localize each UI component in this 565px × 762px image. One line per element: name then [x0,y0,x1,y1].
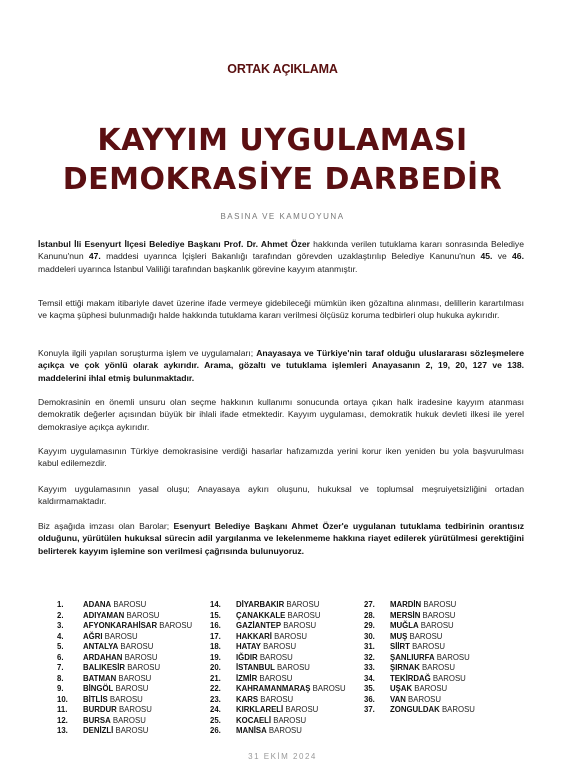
bar-list-item [57,684,192,695]
p3-bold-1: Anayasaya ve Türkiye'nin taraf olduğu uluslararası sözleşmelere açıkça ve çok yönlü olarak aykırıdır. Arama, gözaltı ve tutuklama işlemleri Anayasanın 2, 19, 20, 127 ve 138. maddelerini ihlal etmiş bulunmaktadır. [38,348,524,383]
bar-list-item [210,653,346,664]
bar-number: 16. [210,621,221,630]
bar-suffix: BAROSU [281,621,317,630]
bar-list-item [57,705,192,716]
bar-suffix: BAROSU [258,694,294,704]
bar-city: ŞIRNAK [390,663,420,672]
p1-text-3: ve [492,251,513,262]
bar-number: 8. [57,673,64,683]
bar-list-item [57,674,192,685]
bar-suffix: BAROSU [405,694,441,704]
bar-city: ADANA [83,600,112,609]
bar-city: BİTLİS [83,694,108,704]
bar-suffix: BAROSU [260,642,297,651]
bar-number: 15. [210,610,221,620]
bar-list-item [57,621,192,632]
bar-suffix: BAROSU [116,705,152,714]
bar-list-item [364,600,475,611]
bar-list-item [57,663,192,674]
bar-number: 10. [57,694,68,704]
bar-number: 28. [364,610,375,620]
bar-list-item [364,663,475,674]
bar-list-item [210,695,346,706]
paragraph-4: Demokrasinin en önemli unsuru olan seçme hakkının kullanımı sonucunda ortaya çıkan halk iradesine kayyım atanması demokratik değerler açısından büyük bir ihlali ifade etmektedir. Kayyım uygulaması, demokratik hukuk devleti ilkesi ile yerel demokrasiye açıkça aykırıdır. [38,397,524,432]
bar-city: IĞDIR [236,652,258,662]
bar-city: ANTALYA [83,642,119,651]
bar-list-item [364,621,475,632]
bar-city: HATAY [236,642,261,651]
bar-suffix: BAROSU [122,652,158,662]
bar-suffix: BAROSU [257,673,293,683]
bar-city: İSTANBUL [236,663,275,672]
bar-list-item [57,611,192,622]
p1-text-2: maddesi uyarınca İçişleri Bakanlığı tarafından görevden uzaklaştırılıp Belediye Kanunu'nun [100,251,481,262]
p7-bold-1: Esenyurt Belediye Başkanı Ahmet Özer'e uygulanan tutuklama tedbirinin orantısız olduğunu, yürütülen hukuksal sürecin adil yargılanma ve lekelenmeme hakkına riayet edilerek yürütülmesi gerektiğini belirterek kayyım işlemine son verilmesi çağrısında bulunuyoruz. [38,521,524,556]
bar-suffix: BAROSU [420,610,456,620]
bar-city: DİYARBAKIR [236,600,285,609]
bar-suffix: BAROSU [116,673,152,683]
document-heading: ORTAK AÇIKLAMA [227,62,338,76]
bar-number: 12. [57,715,68,725]
bar-number: 17. [210,631,221,641]
bar-city: UŞAK [390,684,413,693]
bar-number: 31. [364,642,375,651]
bar-city: DENİZLİ [83,726,114,735]
bar-suffix: BAROSU [439,705,475,714]
paragraph-2: Temsil ettiği makam itibariyle davet üzerine ifade vermeye gidebileceği mümkün iken gözaltına alınması, delillerin karartılması ve kaçma şüphesi bulunmadığı halde hakkında tutuklama kararı verilmesi ölçüsüz koruma tedbirleri olup hukuka aykırıdır. [38,298,524,321]
bar-city: MUĞLA [390,621,419,630]
bar-city: KARS [236,694,259,704]
bar-list-column-1 [57,600,192,737]
bar-list-item [210,611,346,622]
statement-date: 31 EKİM 2024 [248,752,317,761]
bar-city: MUŞ [390,631,408,641]
p1-bold-4: 46. [512,251,524,262]
bar-number: 35. [364,684,375,693]
bar-suffix: BAROSU [157,621,193,630]
p7-text-1: Biz aşağıda imzası olan Barolar; [38,521,174,531]
bar-city: BATMAN [83,673,117,683]
bar-suffix: BAROSU [434,652,470,662]
bar-city: ŞANLIURFA [390,652,435,662]
bar-list-item [57,716,192,727]
bar-number: 26. [210,726,221,735]
bar-list-item [364,642,475,653]
bar-list-item [364,653,475,664]
bar-city: KAHRAMANMARAŞ [236,684,311,693]
bar-number: 20. [210,663,221,672]
bar-city: ZONGULDAK [390,705,440,714]
bar-city: BURDUR [83,705,117,714]
bar-list-item [210,621,346,632]
bar-number: 37. [364,705,375,714]
title-line-2: DEMOKRASİYE DARBEDİR [62,162,503,197]
bar-list-item [364,705,475,716]
bar-city: İZMİR [236,673,258,683]
bar-city: MARDİN [390,600,422,609]
bar-list-item [364,611,475,622]
bar-number: 24. [210,705,221,714]
bar-suffix: BAROSU [271,631,308,641]
bar-list-item [57,600,192,611]
bar-list-item [210,684,346,695]
bar-suffix: BAROSU [118,642,154,651]
bar-city: AFYONKARAHİSAR [83,621,158,630]
subtitle: BASINA VE KAMUOYUNA [220,212,345,221]
bar-number: 18. [210,642,221,651]
bar-suffix: BAROSU [430,673,466,683]
bar-list-item [364,632,475,643]
bar-number: 27. [364,600,375,609]
bar-city: ADIYAMAN [83,610,125,620]
bar-number: 11. [57,705,68,714]
bar-city: KOCAELİ [236,715,272,725]
bar-city: BURSA [83,715,111,725]
bar-suffix: BAROSU [125,663,161,672]
bar-list-item [364,674,475,685]
bar-number: 22. [210,684,221,693]
bar-list-item [210,674,346,685]
bar-city: SİİRT [390,642,410,651]
title-line-1: KAYYIM UYGULAMASI [97,123,468,158]
bar-number: 2. [57,610,64,620]
p3-text-1: Konuyla ilgili yapılan soruşturma işlem ve uygulamaları; [38,348,257,358]
bar-number: 21. [210,673,221,683]
bar-number: 33. [364,663,375,672]
bar-number: 25. [210,715,221,725]
bar-suffix: BAROSU [266,726,302,735]
bar-number: 30. [364,631,375,641]
bar-suffix: BAROSU [418,621,454,630]
p1-bold-2: 47. [88,251,101,262]
bar-number: 4. [57,631,64,641]
bar-list-item [57,653,192,664]
bar-city: ÇANAKKALE [236,610,286,620]
bar-list-item [364,684,475,695]
p1-text-4: maddeleri uyarınca İstanbul Valiliği tarafından başkanlık görevine kayyım atanmıştır. [38,263,358,274]
bar-number: 23. [210,694,221,704]
bar-number: 9. [57,684,64,693]
bar-list-item [210,642,346,653]
bar-number: 7. [57,663,64,672]
bar-city: MERSİN [390,610,421,620]
bar-suffix: BAROSU [110,715,146,725]
bar-list-item [210,663,346,674]
paragraph-6: Kayyım uygulamasının yasal oluşu; Anayasaya aykırı oluşunu, hukuksal ve toplumsal meşruiyetsizliğini ortadan kaldırmamaktadır. [38,484,524,507]
bar-suffix: BAROSU [412,684,448,693]
bar-number: 6. [57,652,64,662]
bar-list-item [210,726,346,737]
bar-number: 36. [364,694,375,704]
bar-suffix: BAROSU [102,631,138,641]
bar-list-item [364,695,475,706]
bar-city: VAN [390,694,406,704]
bar-list-item [57,695,192,706]
bar-city: TEKİRDAĞ [390,673,431,683]
bar-list-item [210,705,346,716]
bar-list-item [57,632,192,643]
bar-suffix: BAROSU [419,663,455,672]
bar-suffix: BAROSU [107,694,143,704]
bar-number: 5. [57,642,64,651]
bar-number: 1. [57,600,64,609]
bar-suffix: BAROSU [124,610,160,620]
p1-text-1: hakkında verilen tutuklama kararı sonrasında Belediye Kanunu'nun [38,239,525,262]
bar-suffix: BAROSU [284,600,320,609]
bar-number: 32. [364,652,375,662]
bar-list-item [210,716,346,727]
bar-list-column-3 [364,600,475,716]
bar-city: MANİSA [236,726,267,735]
bar-suffix: BAROSU [409,642,446,651]
bar-suffix: BAROSU [407,631,443,641]
bar-number: 34. [364,673,375,683]
p1-bold-3: 45. [480,251,493,262]
bar-city: KIRKLARELİ [236,705,284,714]
bar-suffix: BAROSU [113,726,149,735]
bar-city: HAKKARİ [236,631,272,641]
bar-suffix: BAROSU [421,600,457,609]
bar-suffix: BAROSU [310,684,346,693]
paragraph-3 [38,347,524,384]
paragraph-1 [38,238,524,275]
bar-city: AĞRI [83,631,103,641]
bar-city: BİNGÖL [83,684,114,693]
bar-suffix: BAROSU [111,600,147,609]
bar-city: ARDAHAN [83,652,123,662]
bar-suffix: BAROSU [283,705,319,714]
bar-suffix: BAROSU [257,652,293,662]
bar-list-item [57,726,192,737]
bar-number: 13. [57,726,68,735]
p1-bold-1: İstanbul İli Esenyurt İlçesi Belediye Başkanı Prof. Dr. Ahmet Özer [38,239,310,249]
bar-list-item [210,632,346,643]
bar-suffix: BAROSU [285,610,321,620]
bar-suffix: BAROSU [271,715,307,725]
bar-number: 14. [210,600,221,609]
paragraph-5: Kayyım uygulamasının Türkiye demokrasisine verdiği hasarlar hafızamızda yerini korur iken yeniden bu yola başvurulması kabul edilemezdir. [38,446,524,469]
bar-city: GAZİANTEP [236,621,282,630]
bar-list-item [210,600,346,611]
bar-list-item [57,642,192,653]
paragraph-7 [38,520,524,557]
bar-suffix: BAROSU [113,684,149,693]
bar-number: 19. [210,652,221,662]
bar-list-column-2 [210,600,346,737]
bar-number: 3. [57,621,64,630]
bar-city: BALIKESİR [83,663,126,672]
bar-number: 29. [364,621,375,630]
bar-suffix: BAROSU [274,663,310,672]
